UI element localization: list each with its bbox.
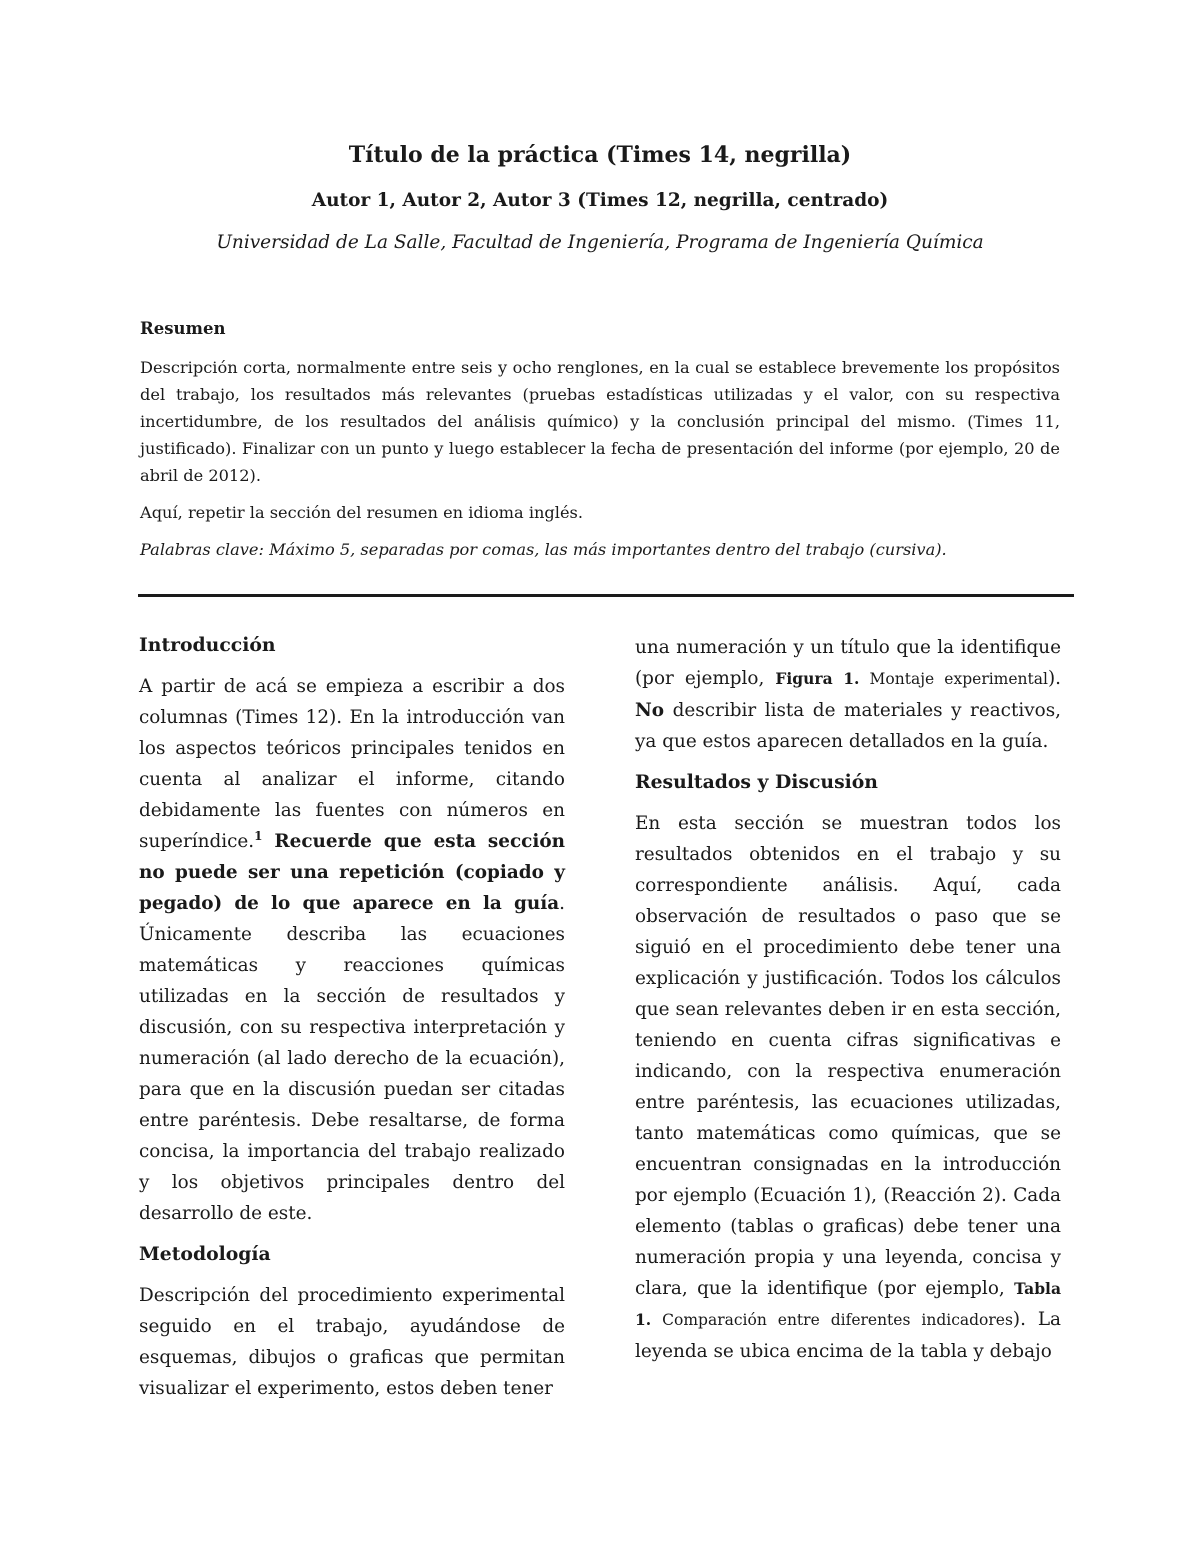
- introduction-heading: Introducción: [139, 634, 276, 656]
- introduction-text-2: . Únicamente describa las ecuaciones matemáticas y reacciones químicas utilizadas en la sección de resultados y discusión, con su respectiva interpretación y numeración (al lado derecho de la ecuación), para que en la discusión puedan ser citadas entre paréntesis. Debe resaltarse, de forma concisa, la importancia del trabajo realizado y los objetivos principales dentro del desarrollo de este.: [139, 893, 565, 1224]
- section-divider: [138, 594, 1074, 597]
- abstract-english-note: Aquí, repetir la sección del resumen en idioma inglés.: [140, 503, 584, 522]
- author-list: Autor 1, Autor 2, Autor 3 (Times 12, negrilla, centrado): [311, 190, 889, 211]
- no-emphasis: No: [635, 700, 665, 721]
- results-paragraph: [635, 808, 1061, 1367]
- methodology-continued-text-1: una numeración y un título que la identifique (por ejemplo,: [635, 637, 1061, 689]
- citation-superscript: 1: [254, 828, 263, 843]
- results-text-1: En esta sección se muestran todos los resultados obtenidos en el trabajo y su correspondiente análisis. Aquí, cada observación de resultados o paso que se siguió en el procedimiento debe tener una explicación y justificación. Todos los cálculos que sean relevantes deben ir en esta sección, teniendo en cuenta cifras significativas e indicando, con la respectiva enumeración entre paréntesis, las ecuaciones utilizadas, tanto matemáticas como químicas, que se encuentran consignadas en la introducción por ejemplo (Ecuación 1), (Reacción 2). Cada elemento (tablas o graficas) debe tener una numeración propia y una leyenda, concisa y clara, que la identifique (por ejemplo,: [635, 813, 1061, 1299]
- methodology-continued-text-3: describir lista de materiales y reactivos, ya que estos aparecen detallados en la guía.: [635, 700, 1061, 752]
- introduction-bold-warning: Recuerde que esta sección no puede ser una repetición (copiado y pegado) de lo que aparece en la guía: [139, 831, 565, 914]
- paper-title: Título de la práctica (Times 14, negrilla): [348, 142, 852, 168]
- right-column: [635, 632, 1061, 1367]
- figure-label: Figura 1.: [775, 669, 860, 688]
- keywords: Palabras clave: Máximo 5, separadas por comas, las más importantes dentro del trabajo (cursiva).: [140, 540, 947, 559]
- results-text-2: ). La leyenda se ubica encima de la tabla y debajo: [635, 1309, 1062, 1362]
- affiliation: Universidad de La Salle, Facultad de Ingeniería, Programa de Ingeniería Química: [216, 232, 984, 253]
- methodology-paragraph: Descripción del procedimiento experimental seguido en el trabajo, ayudándose de esquemas, dibujos o graficas que permitan visualizar el experimento, estos deben tener: [139, 1285, 565, 1399]
- introduction-paragraph: [139, 671, 565, 1229]
- results-heading: Resultados y Discusión: [635, 771, 878, 793]
- introduction-text-1: A partir de acá se empieza a escribir a dos columnas (Times 12). En la introducción van los aspectos teóricos principales tenidos en cuenta al analizar el informe, citando debidamente las fuentes con números en superíndice.: [139, 676, 565, 852]
- methodology-continued-paragraph: [635, 632, 1061, 757]
- left-column: [139, 630, 565, 1404]
- abstract-heading: Resumen: [140, 319, 226, 338]
- table-label: Tabla 1.: [635, 1279, 1061, 1329]
- abstract-section: [140, 318, 1060, 563]
- table-caption: Comparación entre diferentes indicadores: [651, 1311, 1013, 1329]
- figure-caption: Montaje experimental: [859, 670, 1048, 688]
- methodology-continued-text-2: ).: [1047, 668, 1061, 689]
- methodology-heading: Metodología: [139, 1243, 271, 1265]
- abstract-body: Descripción corta, normalmente entre seis y ocho renglones, en la cual se establece brevemente los propósitos del trabajo, los resultados más relevantes (pruebas estadísticas utilizadas y el valor, con su respectiva incertidumbre, de los resultados del análisis químico) y la conclusión principal del mismo. (Times 11, justificado). Finalizar con un punto y luego establecer la fecha de presentación del informe (por ejemplo, 20 de abril de 2012).: [140, 358, 1060, 485]
